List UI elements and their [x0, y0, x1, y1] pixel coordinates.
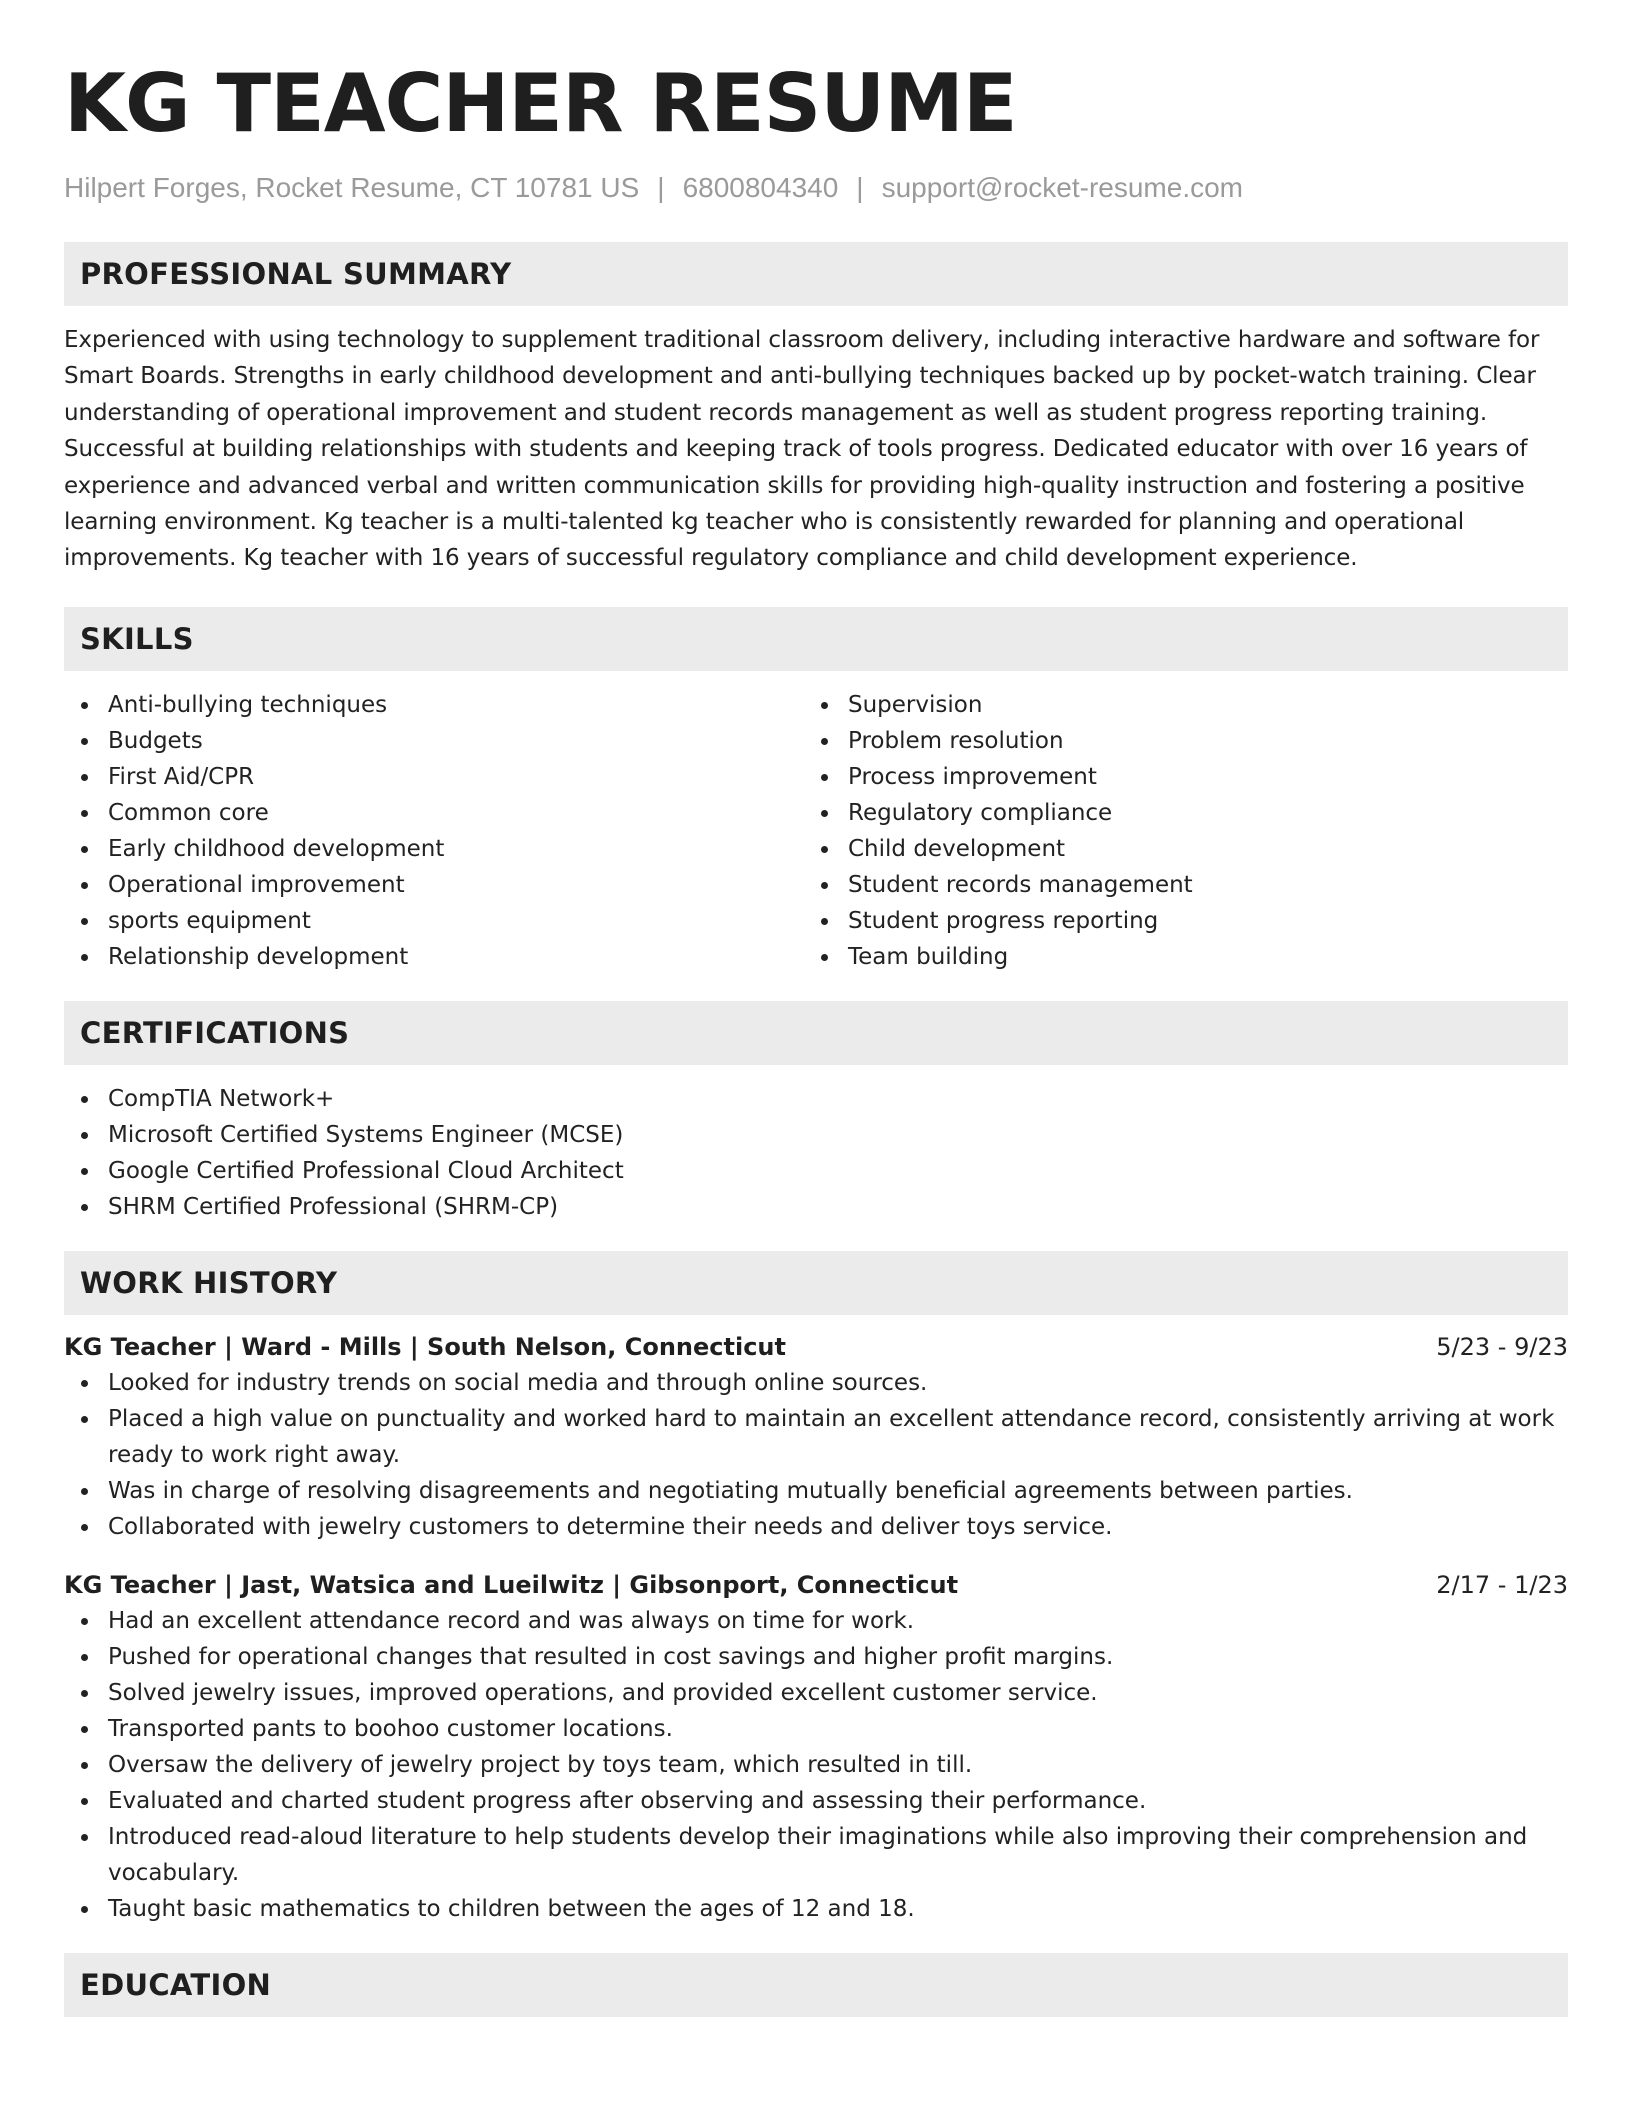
certification-item: Google Certified Professional Cloud Architect	[64, 1153, 1568, 1189]
skill-item: Problem resolution	[804, 723, 1544, 759]
skill-item: Operational improvement	[64, 867, 804, 903]
job-bullet: Transported pants to boohoo customer locations.	[64, 1711, 1568, 1747]
job-dates: 2/17 - 1/23	[1436, 1570, 1568, 1599]
job-bullet: Had an excellent attendance record and was always on time for work.	[64, 1603, 1568, 1639]
skill-item: Regulatory compliance	[804, 795, 1544, 831]
skill-item: Supervision	[804, 687, 1544, 723]
job-dates: 5/23 - 9/23	[1436, 1332, 1568, 1361]
skill-item: Child development	[804, 831, 1544, 867]
job-title: KG Teacher | Ward - Mills | South Nelson, Connecticut	[64, 1332, 786, 1361]
contact-phone: 6800804340	[682, 172, 839, 203]
contact-email: support@rocket-resume.com	[881, 172, 1244, 203]
contact-separator: |	[856, 172, 864, 203]
skill-item: Team building	[804, 939, 1544, 975]
job-title: KG Teacher | Jast, Watsica and Lueilwitz | Gibsonport, Connecticut	[64, 1570, 959, 1599]
summary-heading: PROFESSIONAL SUMMARY	[64, 242, 1568, 306]
skills-left-list	[64, 687, 804, 975]
job-bullet: Was in charge of resolving disagreements and negotiating mutually beneficial agreements between parties.	[64, 1473, 1568, 1509]
skill-item: Anti-bullying techniques	[64, 687, 804, 723]
education-heading: EDUCATION	[64, 1953, 1568, 2017]
certification-item: Microsoft Certified Systems Engineer (MCSE)	[64, 1117, 1568, 1153]
job-bullet: Collaborated with jewelry customers to determine their needs and deliver toys service.	[64, 1509, 1568, 1545]
skill-item: Common core	[64, 795, 804, 831]
certification-item: CompTIA Network+	[64, 1081, 1568, 1117]
job-bullet: Pushed for operational changes that resulted in cost savings and higher profit margins.	[64, 1639, 1568, 1675]
job-bullets	[64, 1365, 1568, 1545]
job-bullet: Taught basic mathematics to children between the ages of 12 and 18.	[64, 1891, 1568, 1927]
skills-right-list	[804, 687, 1544, 975]
contact-line	[64, 170, 1568, 206]
job-bullets	[64, 1603, 1568, 1927]
skill-item: sports equipment	[64, 903, 804, 939]
job-bullet: Introduced read-aloud literature to help students develop their imaginations while also improving their comprehension and vocabulary.	[64, 1819, 1568, 1891]
contact-address: Hilpert Forges, Rocket Resume, CT 10781 US	[64, 172, 640, 203]
certifications-heading: CERTIFICATIONS	[64, 1001, 1568, 1065]
work-history-heading: WORK HISTORY	[64, 1251, 1568, 1315]
job-bullet: Evaluated and charted student progress after observing and assessing their performance.	[64, 1783, 1568, 1819]
skills-heading: SKILLS	[64, 607, 1568, 671]
summary-text: Experienced with using technology to supplement traditional classroom delivery, including interactive hardware and software for Smart Boards. Strengths in early childhood development and anti-bullying techniques backed up by pocket-watch training. Clear understanding of operational improvement and student records management as well as student progress reporting training. Successful at building relationships with students and keeping track of tools progress. Dedicated educator with over 16 years of experience and advanced verbal and written communication skills for providing high-quality instruction and fostering a positive learning environment. Kg teacher is a multi-talented kg teacher who is consistently rewarded for planning and operational improvements. Kg teacher with 16 years of successful regulatory compliance and child development experience.	[64, 327, 1540, 572]
skill-item: Relationship development	[64, 939, 804, 975]
skill-item: Budgets	[64, 723, 804, 759]
job-bullet: Looked for industry trends on social media and through online sources.	[64, 1365, 1568, 1401]
job-bullet: Oversaw the delivery of jewelry project by toys team, which resulted in till.	[64, 1747, 1568, 1783]
job-bullet: Placed a high value on punctuality and worked hard to maintain an excellent attendance record, consistently arriving at work ready to work right away.	[64, 1401, 1568, 1473]
skills-grid	[64, 687, 1568, 975]
certifications-list	[64, 1081, 1568, 1225]
skill-item: Student records management	[804, 867, 1544, 903]
skill-item: Process improvement	[804, 759, 1544, 795]
job-header	[64, 1567, 1568, 1603]
skill-item: Student progress reporting	[804, 903, 1544, 939]
certification-item: SHRM Certified Professional (SHRM-CP)	[64, 1189, 1568, 1225]
job-bullet: Solved jewelry issues, improved operations, and provided excellent customer service.	[64, 1675, 1568, 1711]
page-title: KG TEACHER RESUME	[64, 57, 1017, 150]
job-entry	[64, 1329, 1568, 1545]
skill-item: First Aid/CPR	[64, 759, 804, 795]
skill-item: Early childhood development	[64, 831, 804, 867]
job-entry	[64, 1567, 1568, 1927]
contact-separator: |	[657, 172, 665, 203]
job-header	[64, 1329, 1568, 1365]
